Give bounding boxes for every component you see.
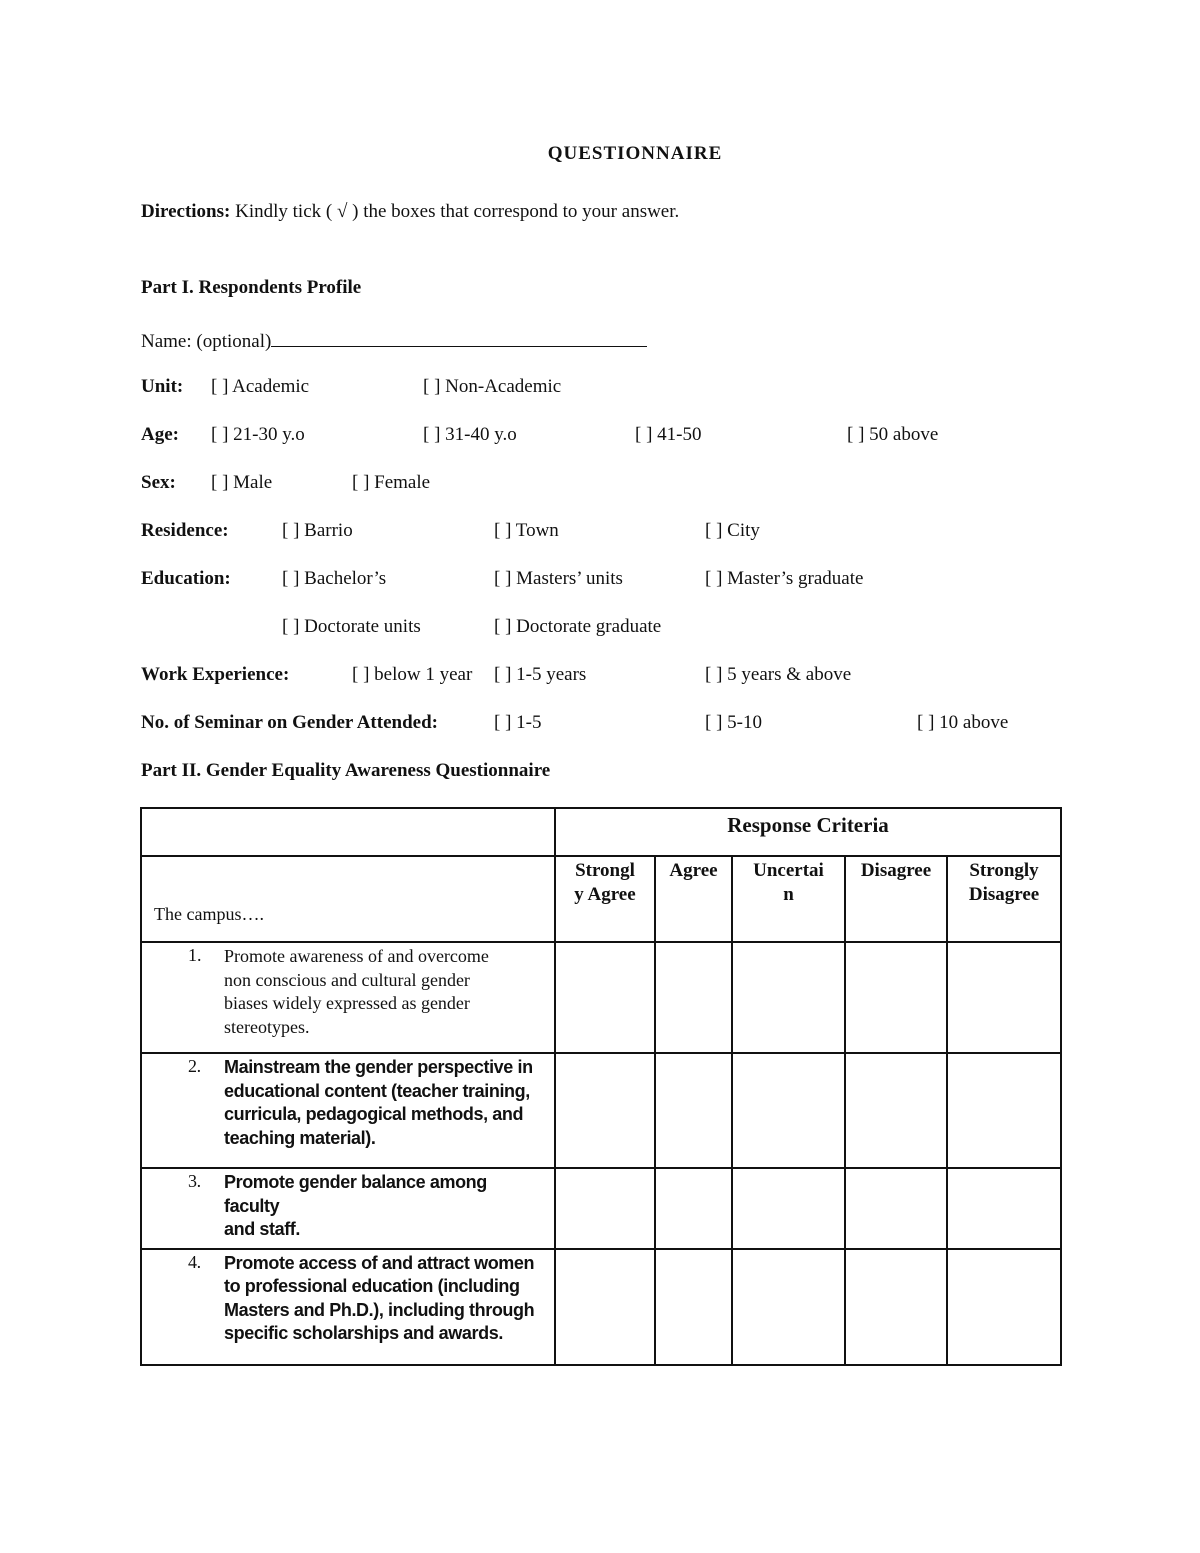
item-line: Promote awareness of and overcome [224,946,489,966]
response-cell-strongly-agree[interactable] [555,1249,655,1365]
item-line: teaching material). [224,1127,376,1148]
age-option-31-40[interactable]: [ ] 31-40 y.o [423,424,517,445]
col-header-line: Disagree [860,860,932,881]
item-number: 1. [188,945,202,965]
response-cell-strongly-disagree[interactable] [947,942,1061,1053]
item-number: 2. [188,1056,201,1076]
response-cell-disagree[interactable] [845,1168,947,1249]
unit-option-non-academic[interactable]: [ ] Non-Academic [423,376,562,397]
item-number: 3. [188,1171,201,1191]
response-cell-uncertain[interactable] [732,1053,845,1168]
education-option-doctorate-graduate[interactable]: [ ] Doctorate graduate [494,616,662,637]
col-header-line: Agree [669,860,718,881]
directions [141,200,679,224]
residence-option-barrio[interactable]: [ ] Barrio [282,520,353,541]
sex-label: Sex: [141,472,176,493]
col-header-strongly-disagree [947,856,1061,942]
age-option-21-30[interactable]: [ ] 21-30 y.o [211,424,305,445]
seminar-option-1-5[interactable]: [ ] 1-5 [494,712,542,733]
col-header-agree [655,856,732,942]
table-corner-cell [141,808,555,856]
col-header-line: Uncertai [753,860,824,881]
name-field[interactable] [141,326,647,354]
item-line: non conscious and cultural gender [224,969,470,990]
table-column-header-row [141,856,1061,942]
response-cell-strongly-disagree[interactable] [947,1249,1061,1365]
unit-label: Unit: [141,376,184,397]
response-cell-uncertain[interactable] [732,1249,845,1365]
col-header-line: n [783,884,794,905]
education-option-doctorate-units[interactable]: [ ] Doctorate units [282,616,421,637]
item-line: educational content (teacher training, [224,1080,530,1101]
table-row [141,942,1061,1053]
table-group-header-row [141,808,1061,856]
item-statement [141,942,555,1053]
table-row [141,1168,1061,1249]
unit-option-academic[interactable]: [ ] Academic [211,376,310,397]
age-option-50-above[interactable]: [ ] 50 above [847,424,939,445]
response-cell-agree[interactable] [655,942,732,1053]
age-label: Age: [141,424,179,445]
item-line: to professional education (including [224,1276,520,1296]
response-cell-agree[interactable] [655,1249,732,1365]
page-title: QUESTIONNAIRE [547,143,723,164]
col-header-line: Disagree [968,884,1040,905]
item-statement [141,1168,555,1249]
residence-label: Residence: [141,520,229,541]
directions-label: Directions: [141,201,231,222]
item-statement [141,1249,555,1365]
response-criteria-header: Response Criteria [555,808,1061,856]
work-experience-label: Work Experience: [141,664,290,685]
response-cell-disagree[interactable] [845,942,947,1053]
seminar-option-5-10[interactable]: [ ] 5-10 [705,712,762,733]
item-line: stereotypes. [224,1016,310,1037]
item-line: Promote access of and attract women [224,1252,535,1273]
response-cell-strongly-disagree[interactable] [947,1053,1061,1168]
item-line: and staff. [224,1219,301,1239]
education-option-masters-graduate[interactable]: [ ] Master’s graduate [705,568,864,589]
awareness-table [140,807,1062,1366]
response-cell-strongly-agree[interactable] [555,1168,655,1249]
item-line: Promote gender balance among faculty [224,1172,487,1216]
work-option-5-above[interactable]: [ ] 5 years & above [705,664,852,685]
row-header-the-campus: The campus…. [141,856,555,942]
col-header-line: y Agree [574,884,636,905]
table-row [141,1249,1061,1365]
col-header-line: Strongly [969,860,1039,881]
col-header-uncertain [732,856,845,942]
name-label: Name: (optional) [141,331,272,352]
seminar-option-10-above[interactable]: [ ] 10 above [917,712,1009,733]
education-option-masters-units[interactable]: [ ] Masters’ units [494,568,623,589]
sex-option-male[interactable]: [ ] Male [211,472,273,493]
seminar-label: No. of Seminar on Gender Attended: [141,712,438,733]
response-cell-strongly-disagree[interactable] [947,1168,1061,1249]
response-cell-strongly-agree[interactable] [555,942,655,1053]
education-label: Education: [141,568,231,589]
age-option-41-50[interactable]: [ ] 41-50 [635,424,702,445]
sex-option-female[interactable]: [ ] Female [352,472,431,493]
item-line: specific scholarships and awards. [224,1323,503,1343]
part1-heading: Part I. Respondents Profile [141,277,362,298]
residence-option-town[interactable]: [ ] Town [494,520,559,541]
item-line: curricula, pedagogical methods, and [224,1104,524,1124]
response-cell-disagree[interactable] [845,1249,947,1365]
response-cell-uncertain[interactable] [732,942,845,1053]
col-header-line: Strongl [575,860,635,881]
response-cell-agree[interactable] [655,1053,732,1168]
part2-heading: Part II. Gender Equality Awareness Questionnaire [141,760,551,781]
work-option-below-1[interactable]: [ ] below 1 year [352,664,473,685]
table-row [141,1053,1061,1168]
directions-text: Kindly tick ( √ ) the boxes that correspond to your answer. [230,201,680,222]
response-cell-disagree[interactable] [845,1053,947,1168]
item-number: 4. [188,1251,201,1272]
item-line: Mainstream the gender perspective in [224,1057,533,1077]
response-cell-uncertain[interactable] [732,1168,845,1249]
item-statement [141,1053,555,1168]
col-header-strongly-agree [555,856,655,942]
work-option-1-5[interactable]: [ ] 1-5 years [494,664,587,685]
name-underline[interactable] [271,326,647,347]
item-line: Masters and Ph.D.), including through [224,1299,535,1320]
item-line: biases widely expressed as gender [224,993,470,1013]
col-header-disagree [845,856,947,942]
response-cell-strongly-agree[interactable] [555,1053,655,1168]
residence-option-city[interactable]: [ ] City [705,520,760,541]
response-cell-agree[interactable] [655,1168,732,1249]
education-option-bachelors[interactable]: [ ] Bachelor’s [282,568,387,589]
